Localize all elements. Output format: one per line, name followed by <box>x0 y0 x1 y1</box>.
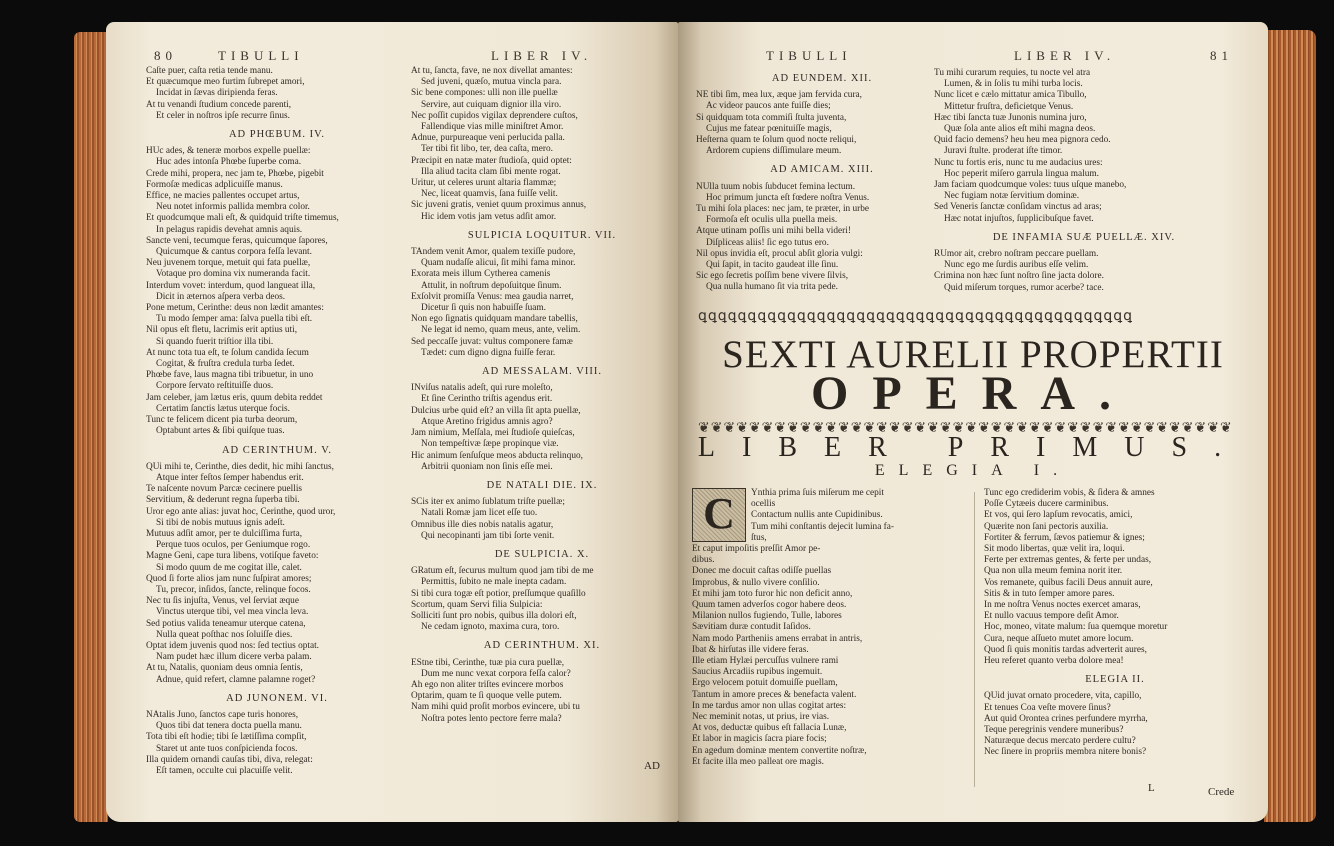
page-edges-left <box>74 32 108 822</box>
verse-line: ſtus, <box>751 532 767 543</box>
ornament-band: ❦❦❦❦❦❦❦❦❦❦❦❦❦❦❦❦❦❦❦❦❦❦❦❦❦❦❦❦❦❦❦❦❦❦❦❦❦❦❦❦❦❦ <box>698 422 1233 436</box>
verse-line: Atque utinam poſſis uni mihi bella videri! <box>696 226 851 237</box>
verse-line: Votaque pro domina vix numeranda facit. <box>156 269 311 280</box>
text-column <box>411 66 673 725</box>
verse-line: En agedum dominæ mentem convertite noſtræ, <box>692 745 867 756</box>
running-head: LIBER IV. <box>491 48 593 63</box>
verse-line: Servire, aut cuiquam dignior illa viro. <box>421 99 562 110</box>
verse-line: Nec, liceat quamvis, ſana fuiſſe velit. <box>421 189 558 200</box>
poem-heading: AD EUNDEM. XII. <box>771 73 873 84</box>
verse-line: Phœbe fave, laus magna tibi tribuetur, in uno <box>146 370 314 381</box>
verse-line: Contactum nullis ante Cupidinibus. <box>751 510 883 521</box>
verse-line: Ter tibi fit libo, ter, dea caſta, mero. <box>421 144 553 155</box>
verse-line: Exſolvit promiſſa Venus: mea gaudia narret, <box>411 291 574 302</box>
verse-line: Tu modo ſemper ama: ſalva puella tibi eſt. <box>156 314 313 325</box>
poem-heading: ELEGIA II. <box>1085 674 1145 686</box>
verse-line: In me noſtra Venus noctes exercet amaras, <box>984 600 1141 611</box>
verse-line: Fallendique vias mille miniſtret Amor. <box>421 122 564 133</box>
verse-line: EStne tibi, Cerinthe, tuæ pia cura puellæ, <box>411 657 565 668</box>
verse-line: Heſterna quam te ſolum quod nocte reliqui, <box>696 135 857 146</box>
verse-line: Nam pudet hæc illum dicere verba palam. <box>156 652 312 663</box>
verse-line: Sic juveni gratis, veniet quum proximus annus, <box>411 200 587 211</box>
verse-line: Noſtra potes lento pectore ferre mala? <box>421 713 562 724</box>
verse-line: QUid juvat ornato procedere, vita, capillo, <box>984 691 1142 702</box>
verse-line: At nunc tota tua eſt, te ſolum candida ſecum <box>146 347 309 358</box>
verse-line: Sit modo libertas, quæ velit ira, loqui. <box>984 544 1125 555</box>
verse-line: Tunc te felicem dicent pia turba deorum, <box>146 415 298 426</box>
verse-line: ocellis <box>751 499 776 510</box>
verse-line: Dicit in æternos aſpera verba deos. <box>156 291 286 302</box>
verse-line: GRatum eſt, ſecurus multum quod jam tibi de me <box>411 566 594 577</box>
ornament-band: ꝗꝗꝗꝗꝗꝗꝗꝗꝗꝗꝗꝗꝗꝗꝗꝗꝗꝗꝗꝗꝗꝗꝗꝗꝗꝗꝗꝗꝗꝗꝗꝗꝗꝗꝗꝗꝗꝗꝗꝗꝗꝗꝗꝗ <box>698 310 1134 324</box>
verse-line: Arbitrii quoniam non ſinis eſſe mei. <box>421 461 553 472</box>
verse-line: Crede mihi, propera, nec jam te, Phœbe, pigebit <box>146 168 324 179</box>
elegy-heading: ELEGIA I. <box>874 462 1072 479</box>
verse-line: Hoc primum juncta eſt fœdere noſtra Venus. <box>706 192 870 203</box>
verse-line: Fortiter & ferrum, ſævos patiemur & ignes; <box>984 532 1145 543</box>
verse-line: Sancte veni, tecumque feras, quicumque ſapores, <box>146 235 328 246</box>
verse-line: Te naſcente novum Parcæ cecinere puellis <box>146 484 303 495</box>
verse-line: Nulla queat poſthac nos ſoluiſſe dies. <box>156 629 293 640</box>
verse-line: Quid miſerum torques, rumor acerbe? tace. <box>944 282 1104 293</box>
verse-line: Certatim ſanctis lætus uterque focis. <box>156 403 291 414</box>
verse-line: Si tibi cura togæ eſt potior, preſſumque quaſillo <box>411 588 586 599</box>
verse-line: Si quidquam tota commiſi ſtulta juventa, <box>696 112 847 123</box>
verse-line: Non tempeſtivæ ſæpe propinque viæ. <box>421 439 559 450</box>
verse-line: Exorata meis illum Cytherea camenis <box>411 269 551 280</box>
verse-line: RUmor ait, crebro noſtram peccare puellam. <box>934 249 1099 260</box>
verse-line: NE tibi ſim, mea lux, æque jam fervida cura, <box>696 90 863 101</box>
verse-line: Et caput impoſitis preſſit Amor pe- <box>692 544 821 555</box>
verse-line: Et quæcumque meo furtim ſubrepet amori, <box>146 77 305 88</box>
verse-line: Quicumque & cantus corpora feſſa levant. <box>156 247 312 258</box>
verse-line: TAndem venit Amor, qualem texiſſe pudore, <box>411 247 576 258</box>
poem-heading: AD CERINTHUM. V. <box>221 444 333 456</box>
open-book <box>96 22 1276 828</box>
column-rule <box>974 492 975 787</box>
verse-line: Donec me docuit caſtas odiſſe puellas <box>692 566 832 577</box>
verse-line: Nil opus invidia eſt, procul abſit gloria vulgi: <box>696 248 863 259</box>
verse-line: Sævitiam duræ contudit Iaſidos. <box>692 622 811 633</box>
verse-line: Interdum vovet: interdum, quod langueat illa, <box>146 280 316 291</box>
page-number-right: 81 <box>1210 48 1233 63</box>
verse-line: At tu, Natalis, quoniam deus omnia ſentis, <box>146 663 303 674</box>
verse-line: Si quando fuerit triſtior illa tibi. <box>156 336 274 347</box>
verse-line: Sitis & in tuto ſemper amore pares. <box>984 588 1115 599</box>
verse-line: Nil opus eſt fletu, lacrimis erit aptius uti, <box>146 325 298 336</box>
verse-line: Tum mihi conſtantis dejecit lumina fa- <box>751 521 894 532</box>
verse-line: Nunc licet e cælo mittatur amica Tibullo, <box>934 90 1087 101</box>
verse-line: Et tenues Coa veſte movere ſinus? <box>984 702 1111 713</box>
verse-line: Formoſæ medicas adplicuiſſe manus. <box>146 179 283 190</box>
verse-line: Attulit, in noſtrum depoſuitque ſinum. <box>421 280 562 291</box>
page-edges-right <box>1264 30 1316 822</box>
verse-line: Et nullo vacuus tempore deſit Amor. <box>984 611 1119 622</box>
verse-line: Hoc, moneo, vitate malum: ſua quemque moretur <box>984 622 1168 633</box>
verse-line: Quum tamen adverſos cogor habere deos. <box>692 600 847 611</box>
verse-line: Quod ſi forte alios jam nunc ſuſpirat amores; <box>146 573 312 584</box>
verse-line: Nunc ego me ſurdis auribus eſſe velim. <box>944 260 1089 271</box>
verse-line: Mutuus adſit amor, per te dulciſſima furta, <box>146 528 303 539</box>
verse-line: Ah ego non aliter triſtes evincere morbos <box>411 679 564 690</box>
verse-line: Et vos, qui ſero lapſum revocatis, amici, <box>984 510 1133 521</box>
verse-line: Huc ades intonſa Phœbe ſuperbe coma. <box>156 157 302 168</box>
catchword: Crede <box>1208 786 1235 798</box>
verse-line: Ille etiam Hylæi percuſſus vulnere rami <box>692 656 839 667</box>
verse-line: Ne cedam ignoto, maxima cura, toro. <box>421 622 560 633</box>
verse-line: Neu notet informis pallida membra color. <box>156 202 310 213</box>
verse-line: Qua non ulla meum femina norit iter. <box>984 566 1123 577</box>
verse-line: Lumen, & in ſolis tu mihi turba locis. <box>944 79 1083 90</box>
verse-line: Et facite illa meo palleat ore magis. <box>692 756 824 767</box>
text-column <box>696 66 948 294</box>
verse-line: Atque Aretino frigidus amnis agro? <box>421 416 553 427</box>
text-column <box>984 488 1246 759</box>
poem-heading: DE NATALI DIE. IX. <box>486 479 598 491</box>
verse-line: Formoſa eſt oculis ulla puella meis. <box>706 215 838 226</box>
verse-line: Non ego ſignatis quidquam mandare tabellis, <box>411 314 578 325</box>
verse-line: Permittis, ſubito ne male inepta cadam. <box>421 577 567 588</box>
verse-line: Neu juvenem torque, metuit qui fata puellæ, <box>146 258 311 269</box>
verse-line: At tu venandi ſtudium concede parenti, <box>146 99 292 110</box>
verse-line: Et quodcumque mali eſt, & quidquid triſte timemus, <box>146 213 339 224</box>
verse-line: Hæc notat injuſtos, ſupplicibuſque favet. <box>944 213 1094 224</box>
verse-line: Illa aliud tacita clam ſibi mente rogat. <box>421 166 561 177</box>
verse-line: Cura, neque aſſueto mutet amore locum. <box>984 633 1134 644</box>
verse-line: Sic bene compones: ulli non ille puellæ <box>411 88 558 99</box>
poem-heading: DE INFAMIA SUÆ PUELLÆ. XIV. <box>992 231 1176 243</box>
verse-line: Nec fugiam notæ ſervitium dominæ. <box>944 191 1080 202</box>
verse-line: Nec poſſit cupidos vigilax deprendere cuſtos, <box>411 110 578 121</box>
verse-line: Optarim, quam te ſi quoque velle putem. <box>411 691 562 702</box>
poem-heading: AD CERINTHUM. XI. <box>483 640 601 652</box>
work-subtitle: OPERA. <box>811 367 1135 420</box>
verse-line: Nec ſinere in propriis membra nitere bonis? <box>984 747 1147 758</box>
verse-line: Sed potius valida teneamur uterque catena, <box>146 618 306 629</box>
verse-line: Ardorem cupiens diſſimulare meum. <box>706 146 842 157</box>
verse-line: Nunc tu fortis eris, nunc tu me audacius ures: <box>934 157 1103 168</box>
verse-line: Nec tu ſis injuſta, Venus, vel ſerviat æque <box>146 596 299 607</box>
verse-line: Tu, precor, inſidos, ſancte, relinque focos. <box>156 584 311 595</box>
verse-line: Ne legat id nemo, quam meus, ante, velim. <box>421 325 581 336</box>
verse-line: Optat idem juvenis quod nos: ſed tectius optat. <box>146 640 320 651</box>
book-heading: LIBER PRIMUS. <box>697 432 1249 463</box>
verse-line: INviſus natalis adeſt, qui rure moleſto, <box>411 383 553 394</box>
verse-line: Poſſe Cytæeis ducere carminibus. <box>984 499 1109 510</box>
verse-line: Naturæque decus mercato perdere cultu? <box>984 736 1136 747</box>
verse-line: Dicetur ſi quis non habuiſſe ſuam. <box>421 303 546 314</box>
verse-line: Quam nudaſſe alicui, ſit mihi fama minor. <box>421 258 576 269</box>
verse-line: Crimina non hæc ſunt noſtro ſine jacta dolore. <box>934 271 1104 282</box>
verse-line: Perque tuos oculos, per Geniumque rogo. <box>156 540 311 551</box>
verse-line: Cujus me fatear pœnituiſſe magis, <box>706 123 832 134</box>
verse-line: Adnue, purpureaque veni perlucida palla. <box>411 133 565 144</box>
verse-line: Staret ut ante tuos conſpicienda focos. <box>156 743 298 754</box>
verse-line: Tu mihi ſola places: nec jam, te præter, in urbe <box>696 204 870 215</box>
verse-line: Mittetur fruſtra, deficietque Venus. <box>944 101 1074 112</box>
poem-heading: SULPICIA LOQUITUR. VII. <box>467 229 617 241</box>
verse-line: Nec meminit notas, ut prius, ire vias. <box>692 712 830 723</box>
page-number-left: 80 <box>154 48 177 63</box>
verse-line: Servitium, & dederunt regna ſuperba tibi. <box>146 495 300 506</box>
verse-line: Nam mihi quid proſit morbos evincere, ubi tu <box>411 702 580 713</box>
verse-line: Effice, ne macies pallentes occupet artus, <box>146 191 300 202</box>
right-page <box>678 22 1268 822</box>
verse-line: Ferte per extremas gentes, & ferte per undas, <box>984 555 1152 566</box>
verse-line: dibus. <box>692 555 715 566</box>
verse-line: Saucius Arcadiis rupibus ingemuit. <box>692 667 823 678</box>
verse-line: In me tardus amor non ullas cogitat artes: <box>692 700 847 711</box>
verse-line: Tantum in amore preces & benefacta valent. <box>692 689 857 700</box>
poem-heading: AD JUNONEM. VI. <box>226 692 328 704</box>
verse-line: Quid facio demens? heu heu mea pignora cedo. <box>934 135 1111 146</box>
verse-line: Sed juveni, quæſo, mutua vincla para. <box>421 77 562 88</box>
verse-line: Qua nulla humano ſit via trita pede. <box>706 282 838 293</box>
verse-line: Et celer in noſtros ipſe recurre ſinus. <box>156 110 290 121</box>
verse-line: Hic idem votis jam vetus adſit amor. <box>421 211 557 222</box>
catchword: AD <box>644 760 660 772</box>
verse-line: Et mihi jam toto furor hic non deficit anno, <box>692 588 853 599</box>
verse-line: NAtalis Juno, ſanctos cape turis honores, <box>146 709 299 720</box>
verse-line: Illa quidem ornandi cauſas tibi, diva, relegat: <box>146 754 313 765</box>
verse-line: Dulcius urbe quid eſt? an villa ſit apta puellæ, <box>411 405 581 416</box>
work-title: SEXTI AURELII PROPERTII <box>722 333 1224 376</box>
verse-line: Solliciti ſunt pro nobis, quibus illa dolori eſt, <box>411 610 577 621</box>
verse-line: Tædet: cum digno digna fuiſſe ferar. <box>421 347 556 358</box>
verse-line: Et labor in magicis ſacra piare focis; <box>692 734 827 745</box>
verse-line: Tota tibi eſt hodie; tibi ſe lætiſſima compſit, <box>146 732 307 743</box>
verse-line: Qui necopinanti jam tibi ſorte venit. <box>421 530 555 541</box>
verse-line: Quos tibi dat tenera docta puella manu. <box>156 721 302 732</box>
text-column <box>692 488 942 768</box>
verse-line: At vos, deductæ quibus eſt fallacia Lunæ, <box>692 723 847 734</box>
decorated-initial: C <box>692 488 746 542</box>
verse-line: Tu mihi curarum requies, tu nocte vel atra <box>934 68 1091 78</box>
verse-line: Milanion nullos fugiendo, Tulle, labores <box>692 611 842 622</box>
verse-line: Ac videor paucos ante fuiſſe dies; <box>706 101 831 112</box>
verse-line: Cogitat, & fruſtra credula turba ſedet. <box>156 359 295 370</box>
poem-heading: AD MESSALAM. VIII. <box>482 366 602 378</box>
verse-line: Quod ſi quis monitis tardas adverterit aures, <box>984 644 1147 655</box>
verse-line: Diſpliceas aliis! ſic ego tutus ero. <box>706 237 829 248</box>
signature-mark: L <box>1148 782 1155 794</box>
verse-line: QUi mihi te, Cerinthe, dies dedit, hic mihi ſanctus, <box>146 461 334 472</box>
verse-line: Caſte puer, caſta retia tende manu. <box>146 66 273 76</box>
verse-line: Uror ego ante alias: juvat hoc, Cerinthe, quod uror, <box>146 506 336 517</box>
poem-heading: AD AMICAM. XIII. <box>770 164 874 176</box>
verse-line: HUc ades, & teneræ morbos expelle puellæ: <box>146 146 311 157</box>
verse-line: Adnue, quid refert, clamne palamne roget? <box>156 674 316 685</box>
verse-line: Sed Veneris ſanctæ conſidam vinctus ad aras; <box>934 202 1102 213</box>
poem-heading: DE SULPICIA. X. <box>494 548 590 560</box>
poem-heading: AD PHŒBUM. IV. <box>228 129 326 141</box>
verse-line: Hoc peperit miſero garrula lingua malum. <box>944 168 1099 179</box>
verse-line: Eſt tamen, occulte cui placuiſſe velit. <box>156 765 293 776</box>
verse-line: In pelagus rapidis devehat amnis aquis. <box>156 224 303 235</box>
verse-line: Jam faciam quodcumque voles: tuus uſque manebo, <box>934 180 1127 191</box>
verse-line: Dum me nunc vexat corpora feſſa calor? <box>421 668 571 679</box>
verse-line: Juravi ſtulte. proderat iſte timor. <box>944 146 1063 157</box>
verse-line: Incidat in ſævas diripienda feras. <box>156 88 278 99</box>
verse-line: Et ſine Cerintho triſtis agendus erit. <box>421 394 553 405</box>
verse-line: Uritur, ut celeres urunt altaria flammæ; <box>411 178 557 189</box>
verse-line: Jam celeber, jam lætus eris, quum debita reddet <box>146 392 323 403</box>
verse-line: Vinctus uterque tibi, vel mea vincla leva. <box>156 607 309 618</box>
running-head: LIBER IV. <box>1014 48 1116 63</box>
verse-line: Quæ ſola ante alios eſt mihi magna deos. <box>944 124 1096 135</box>
verse-line: Ibat & hirſutas ille videre feras. <box>692 644 809 655</box>
verse-line: At tu, ſancta, fave, ne nox divellat amantes: <box>411 66 573 76</box>
running-head: TIBULLI <box>218 48 304 63</box>
verse-line: Corpore ſervato reſtituiſſe duos. <box>156 381 274 392</box>
verse-line: Teque peregrinis vendere muneribus? <box>984 725 1124 736</box>
verse-line: Jam nimium, Meſſala, mei ſtudioſe quieſcas, <box>411 428 575 439</box>
verse-line: Heu referet quanto verba dolore mea! <box>984 656 1124 667</box>
verse-line: Quærite non ſani pectoris auxilia. <box>984 521 1109 532</box>
verse-line: Tunc ego crediderim vobis, & ſidera & amnes <box>984 488 1155 498</box>
verse-line: Hæc tibi ſancta tuæ Junonis numina juro, <box>934 112 1087 123</box>
verse-line: Nam modo Partheniis amens errabat in antris, <box>692 633 863 644</box>
verse-line: Ergo velocem potuit domuiſſe puellam, <box>692 678 838 689</box>
verse-line: Ynthia prima ſuis miſerum me cepit <box>751 488 884 498</box>
verse-line: Improbus, & nullo vivere conſilio. <box>692 577 820 588</box>
verse-line: Aut quid Orontea crines perfundere myrrha, <box>984 713 1148 724</box>
verse-line: Atque inter feſtos ſemper habendus erit. <box>156 472 304 483</box>
running-head: TIBULLI <box>766 48 852 63</box>
text-column <box>146 66 408 777</box>
verse-line: Omnibus ille dies nobis natalis agatur, <box>411 519 554 530</box>
verse-line: Sic ego ſecretis poſſim bene vivere ſilvis, <box>696 271 849 282</box>
verse-line: SCis iter ex animo ſublatum triſte puellæ; <box>411 497 565 508</box>
verse-line: Natali Romæ jam licet eſſe tuo. <box>421 508 538 519</box>
verse-line: Vos remanete, quibus facili Deus annuit aure, <box>984 577 1153 588</box>
verse-line: Qui ſapit, in tacito gaudeat ille ſinu. <box>706 260 839 271</box>
verse-line: NUlla tuum nobis ſubducet femina lectum. <box>696 181 856 192</box>
verse-line: Pone metum, Cerinthe: deus non lædit amantes: <box>146 303 324 314</box>
verse-line: Hic animum ſenſuſque meos abducta relinquo, <box>411 450 583 461</box>
verse-line: Si modo quum de me cogitat ille, calet. <box>156 562 302 573</box>
verse-line: Scortum, quam Servi filia Sulpicia: <box>411 599 543 610</box>
verse-line: Si tibi de nobis mutuus ignis adeſt. <box>156 517 285 528</box>
left-page <box>106 22 678 822</box>
verse-line: Sed peccaſſe juvat: vultus componere famæ <box>411 336 573 347</box>
text-column <box>934 68 1234 294</box>
verse-line: Magne Geni, cape tura libens, votiſque faveto: <box>146 551 319 562</box>
verse-line: Præcipit en natæ mater ſtudioſa, quid optet: <box>411 155 572 166</box>
verse-line: Optabunt artes & ſibi quiſque tuas. <box>156 426 285 437</box>
